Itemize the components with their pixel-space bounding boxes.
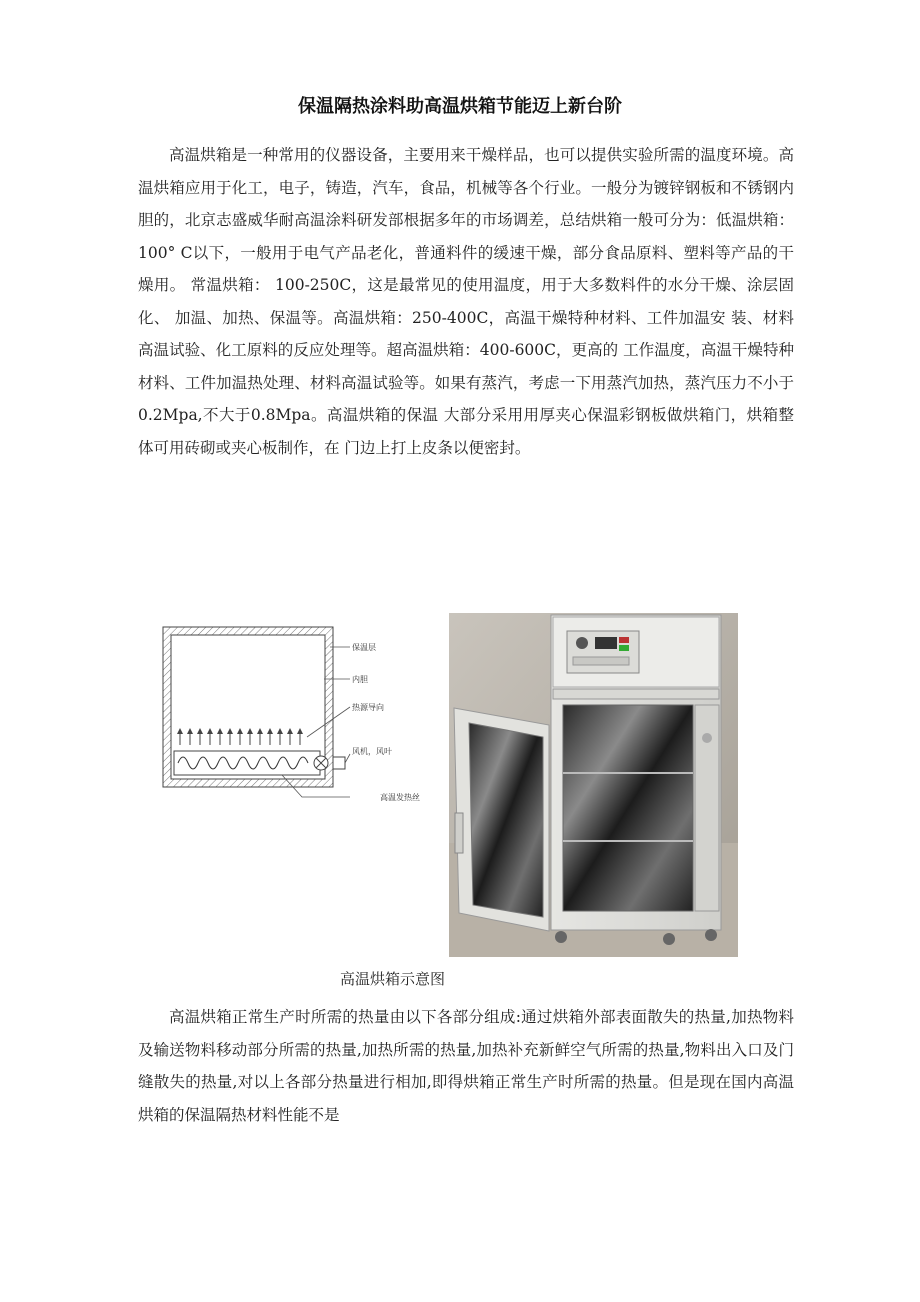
label-liner: 内胆: [352, 675, 368, 684]
oven-photo: [449, 613, 738, 957]
label-heat-direction: 热源导向: [352, 703, 384, 712]
label-heater: 高温发热丝: [380, 793, 420, 802]
label-insulation: 保温层: [352, 643, 376, 652]
paragraph-heat-composition: 高温烘箱正常生产时所需的热量由以下各部分组成:通过烘箱外部表面散失的热量,加热物料及输送物料移动部分所需的热量,加热所需的热量,加热补充新鲜空气所需的热量,物料出入口及门缝散失的热量,对以上各部分热量进行相加,即得烘箱正常生产时所需的热量。但是现在国内高温烘箱的保温隔热材料性能不是: [138, 1008, 794, 1124]
paragraph-intro: 高温烘箱是一种常用的仪器设备，主要用来干燥样品，也可以提供实验所需的温度环境。高温烘箱应用于化工，电子，铸造，汽车，食品，机械等各个行业。一般分为镀锌钢板和不锈钢内胆的，北京志盛威华耐高温涂料研发部根据多年的市场调差，总结烘箱一般可分为：低温烘箱：100° C以下，一般用于电气产品老化，普通料件的缓速干燥，部分食品原料、塑料等产品的干燥用。 常温烘箱： 100-250C，这是最常见的使用温度，用于大多数料件的水分干燥、涂层固化、 加温、加热、保温等。高温烘箱：250-400C，高温干燥特种材料、工件加温安 装、材料高温试验、化工原料的反应处理等。超高温烘箱：400-600C，更高的 工作温度，高温干燥特种材料、工件加温热处理、材料高温试验等。如果有蒸汽，考虑一下用蒸汽加热，蒸汽压力不小于0.2Mpa,不大于0.8Mpa。高温烘箱的保温 大部分采用用厚夹心保温彩钢板做烘箱门，烘箱整体可用砖砌或夹心板制作，在 门边上打上皮条以便密封。: [138, 146, 794, 457]
figure-caption: 高温烘箱示意图: [340, 970, 446, 988]
page-title: 保温隔热涂料助高温烘箱节能迈上新台阶: [298, 96, 622, 117]
oven-schematic-diagram: [152, 617, 442, 817]
label-fan: 风机，风叶: [352, 747, 392, 756]
